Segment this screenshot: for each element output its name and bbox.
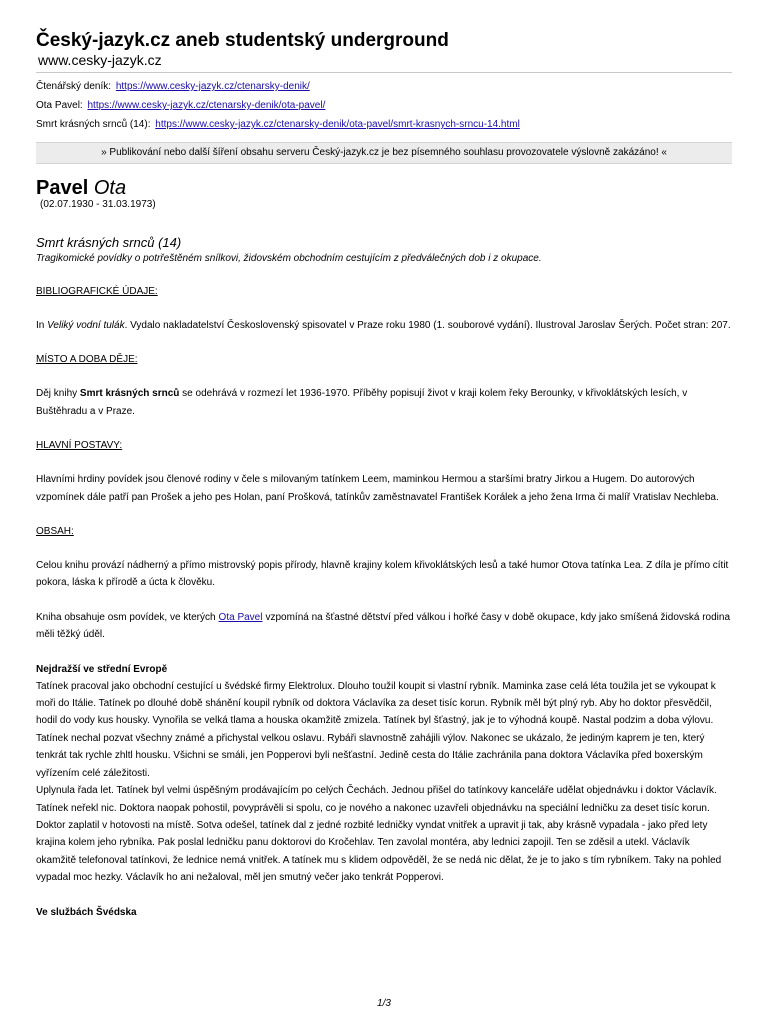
section-head-bibliography: BIBLIOGRAFICKÉ ÚDAJE: (36, 286, 158, 297)
section-head-characters: HLAVNÍ POSTAVY: (36, 440, 123, 452)
link-label: Smrt krásných srnců (14): (36, 119, 151, 130)
content-paragraph-2 (36, 609, 732, 644)
bibliography-text (36, 317, 732, 334)
link-ota-pavel-inline[interactable]: Ota Pavel (218, 611, 263, 623)
link-row-ota-pavel (36, 96, 732, 115)
place-book-title: Smrt krásných srnců (79, 388, 180, 400)
story-heading-ve-sluzbach: Ve službách Švédska (36, 906, 137, 918)
content-p2-post: vzpomíná na šťastné dětství před válkou i hořké časy v době okupace, kdy jako smíšená židovská rodina měli těžký úděl. (36, 611, 731, 641)
place-time-text (36, 385, 732, 420)
site-url: www.cesky-jazyk.cz (38, 52, 162, 68)
work-title: Smrt krásných srnců (14) (36, 235, 182, 250)
biblio-post: . Vydalo nakladatelství Československý spisovatel v Praze roku 1980 (1. souborové vydání). Ilustroval Jaroslav Šerých. Počet stran: 207. (124, 320, 731, 331)
document-page (36, 30, 732, 921)
story-heading-nejdrazsi: Nejdražší ve střední Evropě (36, 663, 168, 675)
section-head-place-time: MÍSTO A DOBA DĚJE: (36, 354, 138, 366)
link-label: Ota Pavel: (36, 100, 83, 111)
place-pre: Děj knihy (36, 388, 80, 400)
link-smrt-krasnych-srncu[interactable]: https://www.cesky-jazyk.cz/ctenarsky-denik/ota-pavel/smrt-krasnych-srncu-14.html (155, 119, 520, 130)
link-label: Čtenářský deník: (36, 81, 112, 92)
source-links (36, 77, 732, 134)
link-ota-pavel[interactable]: https://www.cesky-jazyk.cz/ctenarsky-denik/ota-pavel/ (87, 100, 326, 111)
author-firstname: Ota (93, 177, 127, 199)
author-name (36, 177, 732, 199)
place-post: se odehrává v rozmezí let 1936-1970. Příběhy popisují život v kraji kolem řeky Berounky, v křivoklátských lesích, v Buštěhradu a v Praze. (36, 388, 688, 417)
content-p2-pre: Kniha obsahuje osm povídek, ve kterých (36, 611, 216, 623)
author-dates: (02.07.1930 - 31.03.1973) (40, 199, 156, 210)
link-row-ctenarsky-denik (36, 77, 732, 96)
link-ctenarsky-denik[interactable]: https://www.cesky-jazyk.cz/ctenarsky-denik/ (115, 81, 310, 92)
copyright-notice: » Publikování nebo další šíření obsahu serveru Český-jazyk.cz je bez písemného souhlasu provozovatele výslovně zakázáno! « (36, 142, 732, 164)
story1-paragraph-1: Tatínek pracoval jako obchodní cestující u švédské firmy Elektrolux. Dlouho toužil koupit si vlastní rybník. Maminka zase celá léta toužila jet se vykoupat k moři do Itálie. Tatínek po dlouhé době shánění koupil rybník od doktora Václavíka za deset tisíc korun. Rybník měl být plný ryb. Aby ho doktor přesvědčil, hodil do vody kus housky. Vynořila se velká tlama a houska okamžitě zmizela. Tatínek byl šťastný, jak je to výhodná koupě. Nastal podzim a doba výlovu. Tatínek nechal pozvat všechny známé a přichystal velkou oslavu. Rybáři slavnostně zahájili výlov. Nakonec se ukázalo, že jediným kaprem je ten, který tenkrát tak rychle zhltl housku. Všichni se smáli, jen Popperovi byli nešťastní. Jedině cesta do Itálie zachránila pana doktora Václavíka před boxerským vyřízením celé záležitosti. (36, 680, 716, 779)
page-number: 1/3 (377, 998, 391, 1009)
biblio-book-title: Veliký vodní tulák (47, 320, 125, 331)
site-title: Český-jazyk.cz aneb studentský underground (36, 30, 449, 51)
link-row-smrt-krasnych-srncu (36, 115, 732, 134)
work-subtitle: Tragikomické povídky o potrřeštěném snílkovi, židovském obchodním cestujícím z předválečných dob i z okupace. (36, 253, 542, 264)
header-divider (36, 72, 732, 73)
biblio-pre: In (36, 320, 48, 331)
characters-text: Hlavními hrdiny povídek jsou členové rodiny v čele s milovaným tatínkem Leem, maminkou Hermou a staršími bratry Jirkou a Hugem. Do autorových vzpomínek dále patří pan Prošek a jeho pes Holan, paní Prošková, tatínkův zaměstnavatel František Korálek a jeho žena Irma či malíř Vratislav Nechleba. (36, 474, 719, 503)
story1-paragraph-2: Uplynula řada let. Tatínek byl velmi úspěšným prodávajícím po celých Čechách. Jednou přišel do tatínkovy kanceláře udělat objednávku i doktor Václavík. Tatínek neřekl nic. Doktora naopak pohostil, povyprávěli si spolu, co je nového a nakonec uzavřeli objednávku na speciální ledničku za deset tisíc korun. Doktor zaplatil v hotovosti na místě. Sotva odešel, tatínek dal z jedné rozbité ledničky vyndat vnitřek a upravit ji tak, aby krásně vypadala - jako před lety krajina kolem jeho rybníka. Pak poslal ledničku panu doktorovi do Kročehlav. Ten zavolal montéra, aby lednici zapojil. Ten se zděsil a utekl. Václavík okamžitě telefonoval tatínkovi, že lednice nemá vnitřek. A tatínek mu s klidem odpověděl, že se nedá nic dělat, že je to jako s tím rybníkem. Taky na pohled vypadal moc hezky. Václavík ho ani nežaloval, měl jen smutný večer jako tenkrát Popperovi. (36, 785, 722, 884)
section-head-content: OBSAH: (36, 526, 74, 538)
author-surname: Pavel (36, 177, 89, 199)
content-paragraph-1: Celou knihu provází nádherný a přímo mistrovský popis přírody, hlavně krajiny kolem křivoklátských lesů a také humor Otova tatínka Lea. Z díla je přímo cítit pokora, láska k přírodě a úcta k člověku. (36, 560, 729, 589)
